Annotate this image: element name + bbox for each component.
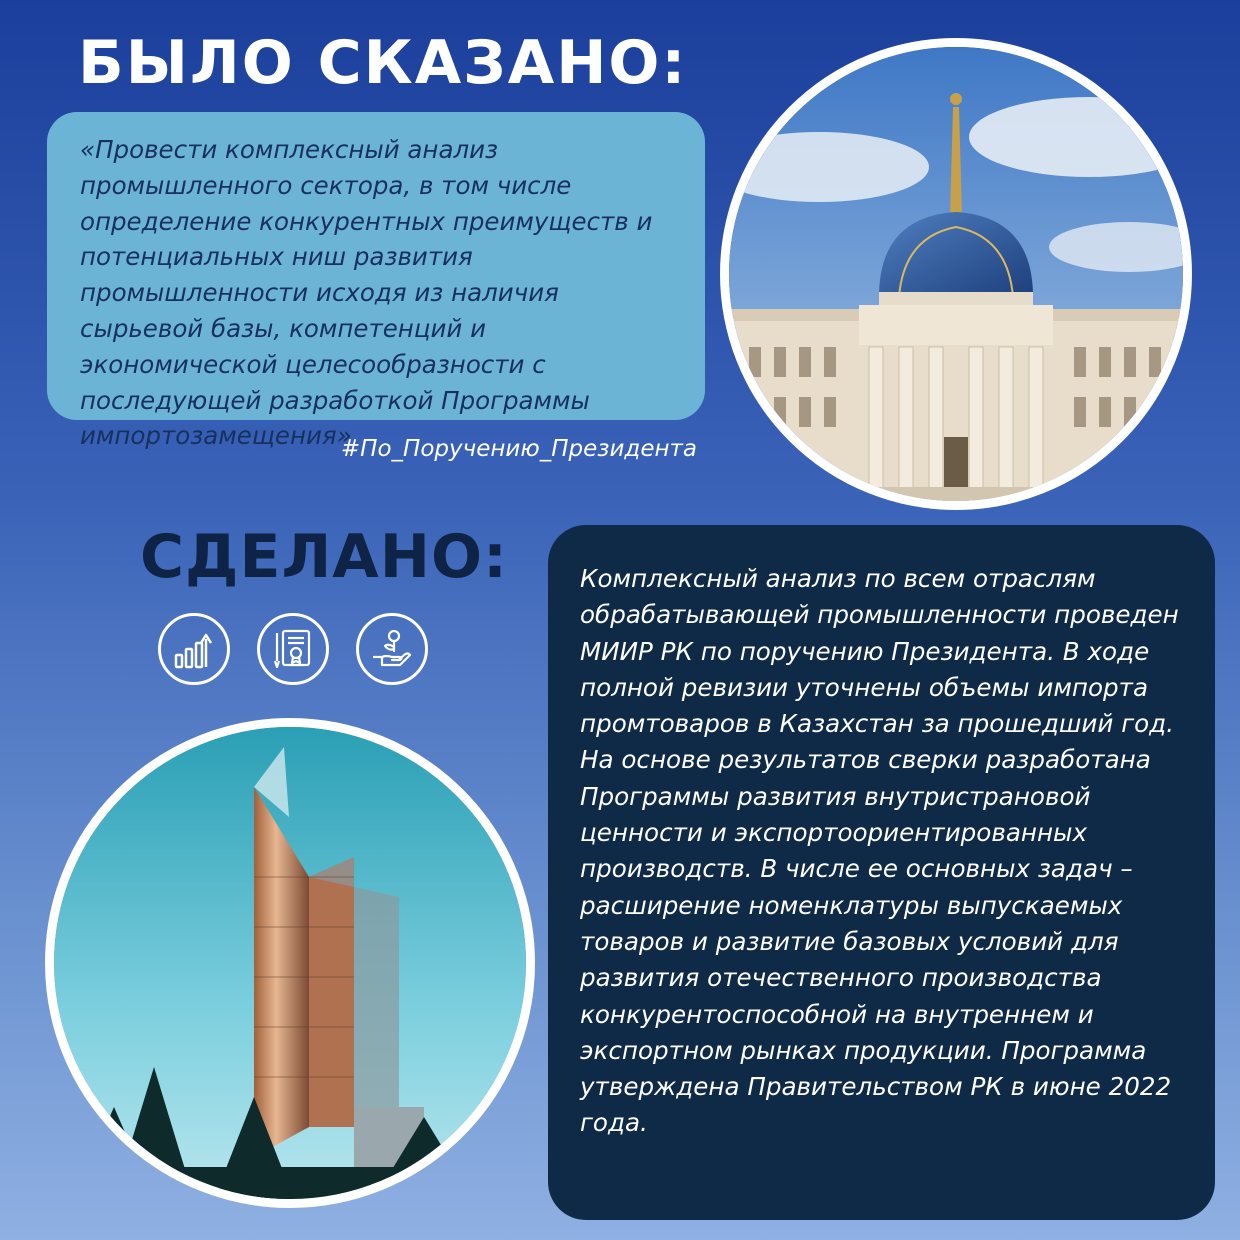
icon-row [158, 613, 438, 693]
growth-chart-icon [158, 613, 230, 685]
quote-text: «Провести комплексный анализ промышленного сектора, в том числе определение конкурентных преимуществ и потенциальных ниш развития промышленности исходя из наличия сырьевой базы, компетенций и экономической целесообразности с последующей разработкой Программы импортозамещения» [80, 135, 653, 451]
tower-illustration [54, 727, 526, 1199]
hashtag: #По_Поручению_Президента [340, 436, 697, 462]
done-box [548, 525, 1215, 1220]
done-text: Комплексный анализ по всем отраслям обрабатывающей промышленности проведен МИИР РК по поручению Президента. В ходе полной ревизии уточнены объемы импорта промтоваров в Казахстан за прошедший год. На основе результатов сверки разработана Программы развития внутристрановой ценности и экспортоориентированных производств. В числе ее основных задач – расширение номенклатуры выпускаемых товаров и развитие базовых условий для развития отечественного производства конкурентоспособной на внутреннем и экспортном рынках продукции. Программа утверждена Правительством РК в июне 2022 года. [580, 564, 1179, 1138]
presidential-palace-photo [720, 38, 1192, 510]
done-title: СДЕЛАНО: [140, 522, 508, 592]
document-certificate-icon [257, 613, 329, 685]
tower-photo [45, 718, 535, 1208]
hand-plant-icon [356, 613, 428, 685]
said-title: БЫЛО СКАЗАНО: [78, 28, 688, 98]
presidential-palace-illustration [729, 47, 1183, 501]
